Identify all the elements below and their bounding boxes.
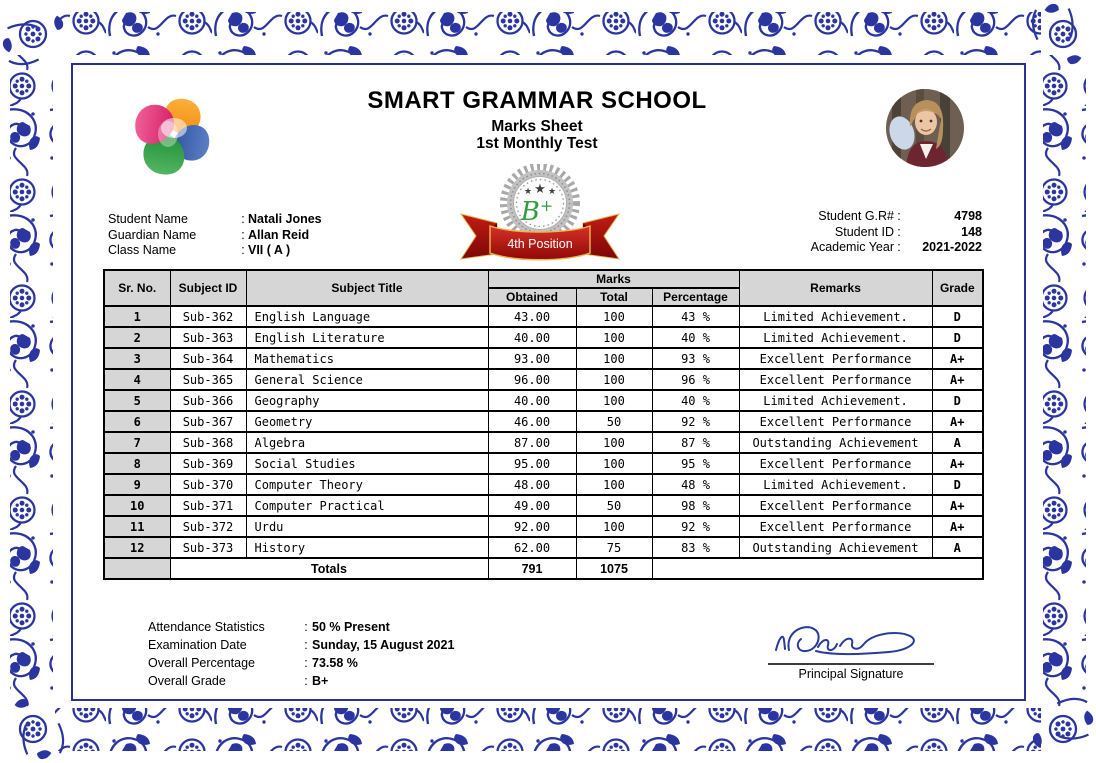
cell-percentage: 40 % bbox=[652, 390, 739, 411]
table-row bbox=[104, 453, 983, 474]
cell-percentage: 98 % bbox=[652, 495, 739, 516]
cell-subject-id: Sub-367 bbox=[170, 411, 246, 432]
cell-subject-title: Geometry bbox=[246, 411, 488, 432]
cell-total: 100 bbox=[576, 516, 652, 537]
overall-grade-row: Overall Grade : B+ bbox=[148, 672, 454, 690]
cell-grade: D bbox=[932, 390, 983, 411]
cell-remarks: Limited Achievement. bbox=[739, 327, 932, 348]
cell-obtained: 95.00 bbox=[488, 453, 576, 474]
class-name-label: Class Name bbox=[108, 243, 177, 257]
cell-percentage: 93 % bbox=[652, 348, 739, 369]
cell-percentage: 92 % bbox=[652, 516, 739, 537]
cell-remarks: Excellent Performance bbox=[739, 495, 932, 516]
cell-subject-id: Sub-373 bbox=[170, 537, 246, 558]
cell-obtained: 87.00 bbox=[488, 432, 576, 453]
marks-table bbox=[103, 269, 984, 580]
grade-badge bbox=[457, 164, 623, 263]
cell-obtained: 96.00 bbox=[488, 369, 576, 390]
cell-sr: 11 bbox=[104, 516, 170, 537]
cell-obtained: 43.00 bbox=[488, 306, 576, 327]
cell-obtained: 92.00 bbox=[488, 516, 576, 537]
table-row bbox=[104, 327, 983, 348]
overall-percentage-label: Overall Percentage bbox=[148, 656, 256, 670]
cell-grade: D bbox=[932, 327, 983, 348]
cell-obtained: 49.00 bbox=[488, 495, 576, 516]
attendance-row: Attendance Statistics : 50 % Present bbox=[148, 618, 454, 636]
gr-number-label: Student G.R# bbox=[818, 209, 894, 223]
col-header-sr: Sr. No. bbox=[104, 270, 170, 306]
class-name-value: VII ( A ) bbox=[248, 243, 291, 257]
table-row bbox=[104, 516, 983, 537]
cell-percentage: 83 % bbox=[652, 537, 739, 558]
cell-remarks: Excellent Performance bbox=[739, 348, 932, 369]
badge-star-left: ★ bbox=[523, 186, 533, 196]
student-name-label: Student Name bbox=[108, 212, 188, 226]
student-id-row: Student ID : 148 bbox=[782, 225, 982, 241]
cell-total: 100 bbox=[576, 474, 652, 495]
school-name: SMART GRAMMAR SCHOOL bbox=[367, 87, 707, 114]
student-name-row: Student Name : Natali Jones bbox=[108, 212, 322, 226]
class-name-row: Class Name : VII ( A ) bbox=[108, 243, 322, 259]
badge-grade-text: B+ bbox=[520, 196, 554, 227]
cell-subject-id: Sub-366 bbox=[170, 390, 246, 411]
cell-subject-title: Algebra bbox=[246, 432, 488, 453]
overall-grade-value: B+ bbox=[312, 674, 329, 688]
badge-star-mid: ★ bbox=[534, 181, 546, 196]
cell-total: 50 bbox=[576, 495, 652, 516]
student-id-value: 148 bbox=[961, 224, 982, 239]
cell-sr: 3 bbox=[104, 348, 170, 369]
cell-subject-id: Sub-365 bbox=[170, 369, 246, 390]
col-header-remarks: Remarks bbox=[739, 270, 932, 306]
cell-subject-title: Urdu bbox=[246, 516, 488, 537]
sheet-title: Marks Sheet bbox=[491, 118, 583, 135]
cell-remarks: Excellent Performance bbox=[739, 369, 932, 390]
cell-remarks: Outstanding Achievement bbox=[739, 432, 932, 453]
cell-sr: 12 bbox=[104, 537, 170, 558]
col-header-percentage: Percentage bbox=[652, 288, 739, 306]
marks-table-body bbox=[104, 306, 983, 558]
badge-star-right: ★ bbox=[547, 186, 557, 196]
cell-percentage: 92 % bbox=[652, 411, 739, 432]
cell-total: 100 bbox=[576, 327, 652, 348]
signature-block bbox=[768, 620, 934, 681]
cell-grade: D bbox=[932, 474, 983, 495]
cell-remarks: Limited Achievement. bbox=[739, 390, 932, 411]
cell-percentage: 95 % bbox=[652, 453, 739, 474]
cell-sr: 1 bbox=[104, 306, 170, 327]
cell-remarks: Excellent Performance bbox=[739, 516, 932, 537]
cell-total: 100 bbox=[576, 369, 652, 390]
cell-sr: 10 bbox=[104, 495, 170, 516]
student-id-label: Student ID bbox=[834, 224, 894, 239]
col-header-obtained: Obtained bbox=[488, 288, 576, 306]
table-row bbox=[104, 495, 983, 516]
table-row bbox=[104, 369, 983, 390]
academic-year-value: 2021-2022 bbox=[922, 240, 982, 254]
cell-subject-title: Computer Theory bbox=[246, 474, 488, 495]
totals-obtained: 791 bbox=[488, 558, 576, 579]
cell-percentage: 43 % bbox=[652, 306, 739, 327]
student-photo bbox=[886, 89, 964, 167]
overall-percentage-value: 73.58 % bbox=[312, 656, 358, 670]
cell-remarks: Limited Achievement. bbox=[739, 474, 932, 495]
cell-sr: 4 bbox=[104, 369, 170, 390]
cell-grade: A+ bbox=[932, 516, 983, 537]
cell-grade: A bbox=[932, 432, 983, 453]
student-info-left bbox=[108, 212, 322, 259]
table-row bbox=[104, 306, 983, 327]
table-row bbox=[104, 411, 983, 432]
cell-obtained: 48.00 bbox=[488, 474, 576, 495]
cell-grade: A+ bbox=[932, 369, 983, 390]
overall-grade-label: Overall Grade bbox=[148, 674, 226, 688]
cell-obtained: 93.00 bbox=[488, 348, 576, 369]
cell-subject-id: Sub-372 bbox=[170, 516, 246, 537]
cell-subject-id: Sub-363 bbox=[170, 327, 246, 348]
table-row bbox=[104, 390, 983, 411]
table-row bbox=[104, 432, 983, 453]
cell-total: 50 bbox=[576, 411, 652, 432]
gr-number-value: 4798 bbox=[954, 209, 982, 223]
cell-sr: 7 bbox=[104, 432, 170, 453]
signature-label: Principal Signature bbox=[798, 667, 904, 681]
gr-number-row: Student G.R# : 4798 bbox=[782, 209, 982, 225]
marks-table-header bbox=[104, 270, 983, 306]
cell-subject-title: History bbox=[246, 537, 488, 558]
cell-sr: 2 bbox=[104, 327, 170, 348]
student-info-right bbox=[782, 209, 982, 256]
cell-total: 100 bbox=[576, 453, 652, 474]
cell-total: 100 bbox=[576, 306, 652, 327]
totals-empty-cell bbox=[652, 558, 983, 579]
cell-remarks: Excellent Performance bbox=[739, 453, 932, 474]
cell-percentage: 40 % bbox=[652, 327, 739, 348]
table-row bbox=[104, 474, 983, 495]
cell-grade: D bbox=[932, 306, 983, 327]
cell-obtained: 46.00 bbox=[488, 411, 576, 432]
totals-total: 1075 bbox=[576, 558, 652, 579]
cell-sr: 6 bbox=[104, 411, 170, 432]
col-header-grade: Grade bbox=[932, 270, 983, 306]
overall-percentage-row: Overall Percentage : 73.58 % bbox=[148, 654, 454, 672]
totals-label: Totals bbox=[170, 558, 488, 579]
cell-total: 100 bbox=[576, 432, 652, 453]
cell-percentage: 96 % bbox=[652, 369, 739, 390]
cell-remarks: Excellent Performance bbox=[739, 411, 932, 432]
attendance-value: 50 % Present bbox=[312, 620, 390, 634]
exam-date-row: Examination Date : Sunday, 15 August 2021 bbox=[148, 638, 455, 652]
cell-subject-id: Sub-370 bbox=[170, 474, 246, 495]
guardian-name-label: Guardian Name bbox=[108, 227, 197, 242]
exam-date-label: Examination Date bbox=[148, 638, 247, 652]
test-title: 1st Monthly Test bbox=[476, 135, 598, 152]
cell-sr: 9 bbox=[104, 474, 170, 495]
cell-subject-id: Sub-368 bbox=[170, 432, 246, 453]
cell-percentage: 48 % bbox=[652, 474, 739, 495]
school-logo-icon bbox=[126, 90, 222, 180]
cell-subject-id: Sub-364 bbox=[170, 348, 246, 369]
totals-row bbox=[104, 558, 983, 579]
cell-obtained: 62.00 bbox=[488, 537, 576, 558]
guardian-name-value: Allan Reid bbox=[248, 227, 310, 242]
cell-total: 75 bbox=[576, 537, 652, 558]
student-name-value: Natali Jones bbox=[248, 212, 322, 226]
table-row bbox=[104, 537, 983, 558]
cell-obtained: 40.00 bbox=[488, 390, 576, 411]
cell-sr: 5 bbox=[104, 390, 170, 411]
cell-subject-id: Sub-362 bbox=[170, 306, 246, 327]
cell-sr: 8 bbox=[104, 453, 170, 474]
cell-grade: A+ bbox=[932, 453, 983, 474]
cell-subject-title: English Language bbox=[246, 306, 488, 327]
cell-subject-id: Sub-371 bbox=[170, 495, 246, 516]
cell-subject-title: General Science bbox=[246, 369, 488, 390]
cell-subject-title: English Literature bbox=[246, 327, 488, 348]
badge-position-text: 4th Position bbox=[507, 237, 573, 251]
cell-grade: A+ bbox=[932, 348, 983, 369]
cell-remarks: Limited Achievement. bbox=[739, 306, 932, 327]
col-header-subject-title: Subject Title bbox=[246, 270, 488, 306]
signature-icon bbox=[768, 620, 934, 662]
signature-line bbox=[768, 663, 934, 665]
col-header-total: Total bbox=[576, 288, 652, 306]
cell-grade: A bbox=[932, 537, 983, 558]
cell-obtained: 40.00 bbox=[488, 327, 576, 348]
summary-block bbox=[148, 618, 454, 690]
totals-blank-cell bbox=[104, 558, 170, 579]
table-row bbox=[104, 348, 983, 369]
cell-subject-title: Mathematics bbox=[246, 348, 488, 369]
col-header-subject-id: Subject ID bbox=[170, 270, 246, 306]
cell-subject-title: Geography bbox=[246, 390, 488, 411]
cell-subject-id: Sub-369 bbox=[170, 453, 246, 474]
cell-total: 100 bbox=[576, 390, 652, 411]
attendance-label: Attendance Statistics bbox=[148, 620, 265, 634]
cell-total: 100 bbox=[576, 348, 652, 369]
cell-subject-title: Computer Practical bbox=[246, 495, 488, 516]
cell-subject-title: Social Studies bbox=[246, 453, 488, 474]
header-titles bbox=[277, 88, 797, 152]
guardian-name-row: Guardian Name : Allan Reid bbox=[108, 228, 322, 244]
academic-year-label: Academic Year bbox=[810, 240, 894, 254]
academic-year-row: Academic Year : 2021-2022 bbox=[782, 240, 982, 256]
exam-date-value: Sunday, 15 August 2021 bbox=[312, 638, 455, 652]
cell-grade: A+ bbox=[932, 411, 983, 432]
cell-percentage: 87 % bbox=[652, 432, 739, 453]
cell-grade: A+ bbox=[932, 495, 983, 516]
cell-remarks: Outstanding Achievement bbox=[739, 537, 932, 558]
col-header-marks: Marks bbox=[488, 270, 739, 288]
